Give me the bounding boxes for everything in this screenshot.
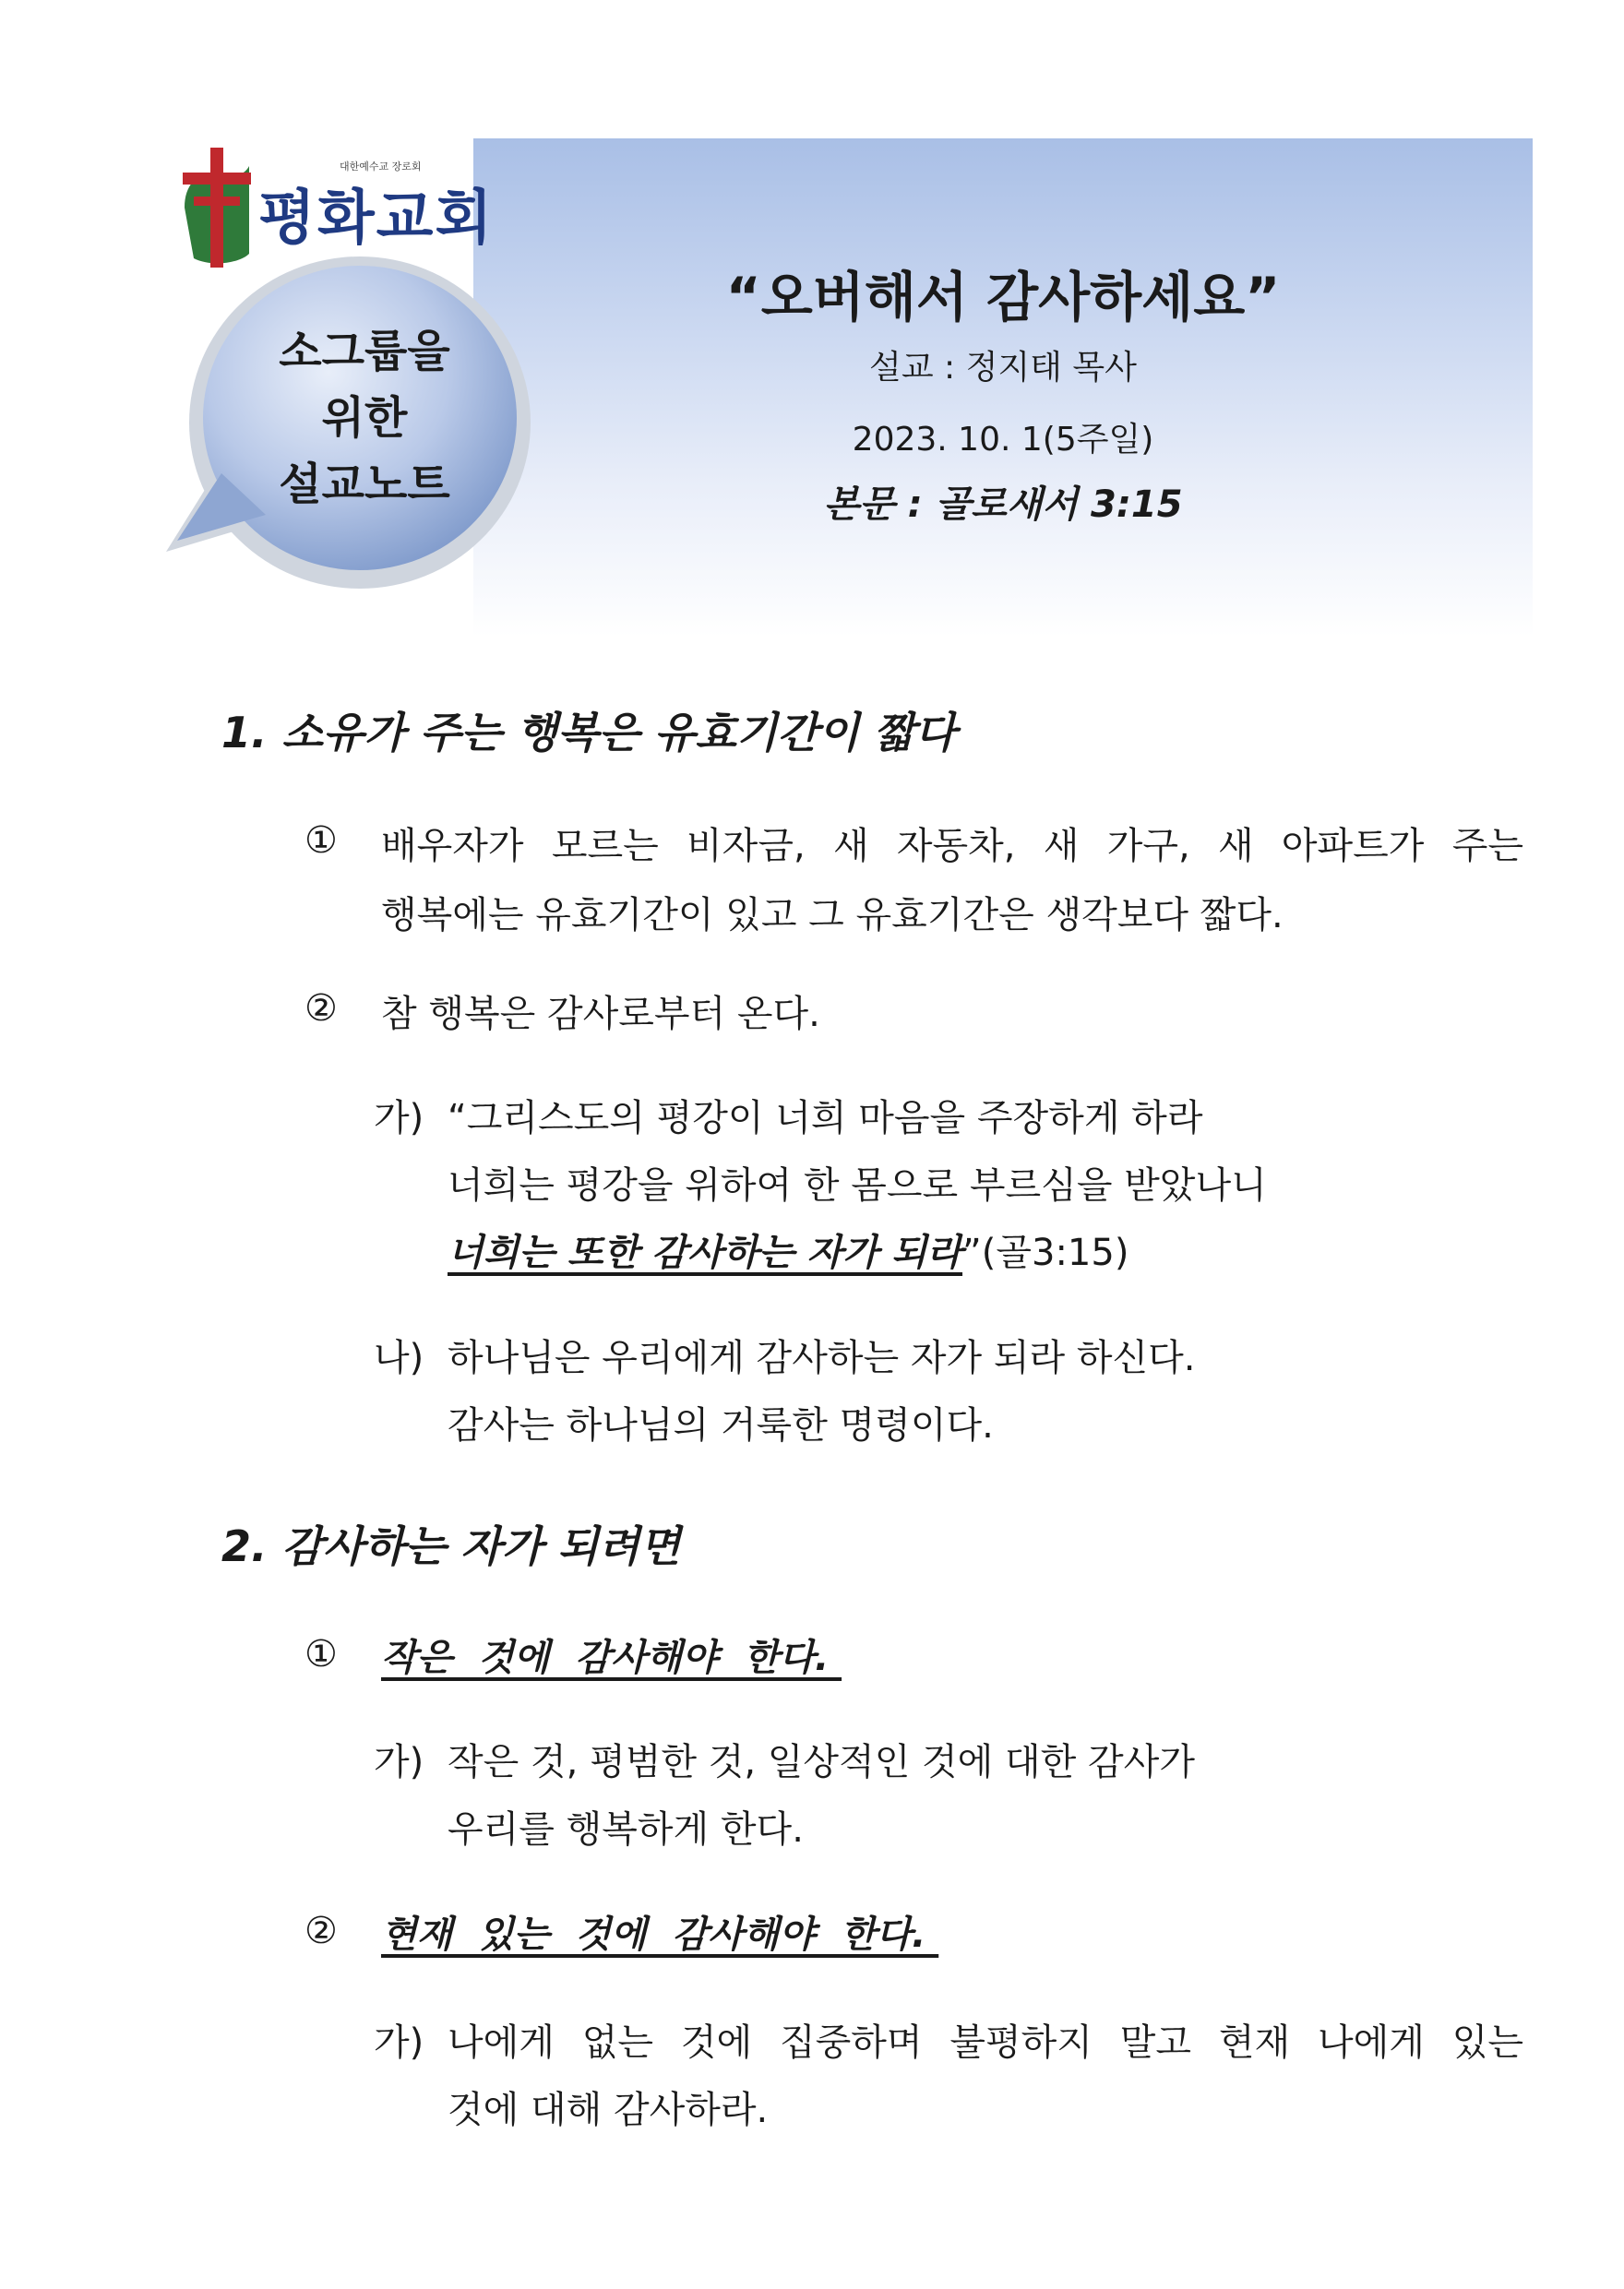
- section-2-heading: 2. 감사하는 자가 되려면: [221, 1521, 681, 1571]
- sub-b-line-1: 하나님은 우리에게 감사하는 자가 되라 하신다.: [448, 1337, 1196, 1379]
- marker: ②: [304, 1910, 338, 1952]
- item-2-1-sub-line-2: 우리를 행복하게 한다.: [448, 1808, 804, 1851]
- item-2-2-sub-line-1: 나에게 없는 것에 집중하며 불평하지 말고 현재 나에게 있는: [448, 2021, 1523, 2064]
- quote-line-1: “그리스도의 평강이 너희 마음을 주장하게 하라: [448, 1097, 1203, 1139]
- item-2-2-sub-line-2: 것에 대해 감사하라.: [448, 2089, 769, 2131]
- marker: 가): [374, 1741, 424, 1783]
- church-denomination: 대한예수교 장로회: [340, 161, 422, 173]
- marker: 가): [374, 2021, 424, 2064]
- quote-emphasis: 너희는 또한 감사하는 자가 되라: [448, 1232, 963, 1274]
- item-2-2-title: 현재 있는 것에 감사해야 한다.: [381, 1913, 939, 1956]
- preacher: 설교 : 정지태 목사: [869, 349, 1137, 387]
- scripture-passage: 본문 : 골로새서 3:15: [823, 483, 1183, 526]
- quote-line-3: [448, 1223, 1128, 1276]
- item-1-1-line-2: 행복에는 유효기간이 있고 그 유효기간은 생각보다 짧다.: [381, 894, 1284, 936]
- marker: 나): [374, 1337, 424, 1379]
- item-2-1-title: 작은 것에 감사해야 한다.: [381, 1637, 842, 1679]
- section-1-heading: 1. 소유가 주는 행복은 유효기간이 짧다: [221, 708, 957, 757]
- marker: 가): [374, 1097, 424, 1139]
- item-2-1-sub-line-1: 작은 것, 평범한 것, 일상적인 것에 대한 감사가: [448, 1741, 1195, 1783]
- bubble-label: 소그룹을 위한 설교노트: [279, 326, 450, 510]
- marker: ②: [304, 987, 338, 1030]
- sermon-date: 2023. 10. 1(5주일): [852, 421, 1154, 459]
- sub-b-line-2: 감사는 하나님의 거룩한 명령이다.: [448, 1404, 994, 1447]
- marker: ①: [304, 819, 338, 862]
- marker: ①: [304, 1633, 338, 1675]
- item-1-1-line-1: 배우자가 모르는 비자금, 새 자동차, 새 가구, 새 아파트가 주는: [381, 825, 1523, 867]
- sermon-title: “오버해서 감사하세요”: [725, 266, 1281, 328]
- church-name: 평화교회: [258, 185, 495, 253]
- item-1-2-line-1: 참 행복은 감사로부터 온다.: [381, 993, 820, 1035]
- quote-line-2: 너희는 평강을 위하여 한 몸으로 부르심을 받았나니: [448, 1164, 1267, 1207]
- quote-reference: ”(골3:15): [962, 1232, 1129, 1274]
